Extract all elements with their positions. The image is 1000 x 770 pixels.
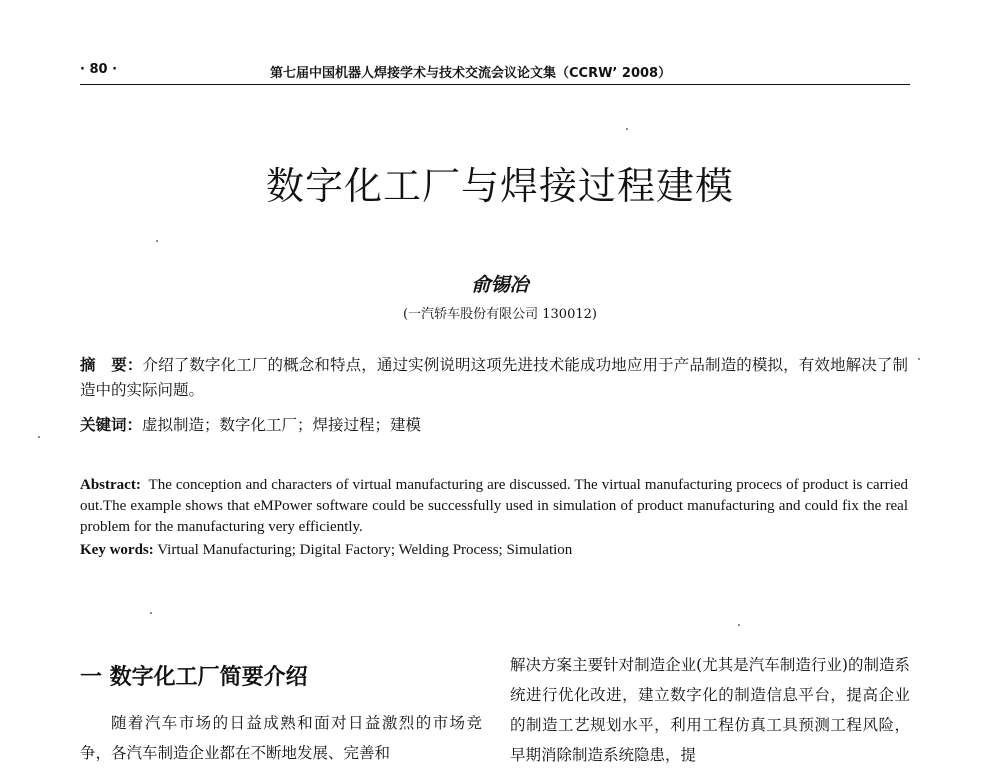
section-heading: 一 数字化工厂简要介绍 — [80, 664, 308, 690]
paper-title: 数字化工厂与焊接过程建模 — [265, 164, 734, 208]
author-name: 俞锡冶 — [471, 274, 529, 296]
scan-speck — [626, 128, 628, 130]
running-header — [80, 58, 910, 85]
scan-speck — [38, 436, 40, 438]
abstract-english-label: Abstract: — [80, 477, 141, 493]
keywords-english — [80, 540, 908, 561]
scan-speck — [156, 240, 158, 242]
author-affiliation: (一汽轿车股份有限公司 130012) — [403, 307, 597, 322]
body-text-left-column: 随着汽车市场的日益成熟和面对日益激烈的市场竞争，各汽车制造企业都在不断地发展、完善和 — [80, 714, 482, 762]
keywords-english-label: Key words: — [80, 542, 154, 558]
abstract-chinese — [80, 352, 908, 403]
abstract-english-text: The conception and characters of virtual manufacturing are discussed. The virtual manufacturing procecs of product is carried out.The example shows that eMPower software could be successfully used in simulation of product manufacturing and could fix the real problem for the manufacturing very efficiently. — [80, 477, 908, 535]
page-number: · 80 · — [80, 62, 118, 77]
abstract-english — [80, 475, 908, 538]
body-text-right-column: 解决方案主要针对制造企业(尤其是汽车制造行业)的制造系统进行优化改进，建立数字化的制造信息平台，提高企业的制造工艺规划水平，利用工程仿真工具预测工程风险，早期消除制造系统隐患，提 — [510, 656, 910, 764]
scan-speck — [738, 624, 740, 626]
abstract-chinese-text: 介绍了数字化工厂的概念和特点，通过实例说明这项先进技术能成功地应用于产品制造的模拟，有效地解决了制造中的实际问题。 — [80, 356, 908, 399]
keywords-english-text: Virtual Manufacturing; Digital Factory; Welding Process; Simulation — [157, 542, 573, 558]
keywords-chinese — [80, 412, 908, 438]
keywords-chinese-text: 虚拟制造；数字化工厂；焊接过程；建模 — [142, 416, 422, 434]
keywords-chinese-label: 关键词： — [80, 415, 143, 434]
scan-speck — [918, 358, 920, 360]
scan-speck — [150, 612, 152, 614]
abstract-chinese-label: 摘 要： — [80, 355, 143, 374]
journal-title: 第七届中国机器人焊接学术与技术交流会议论文集（CCRW’ 2008） — [270, 66, 672, 81]
